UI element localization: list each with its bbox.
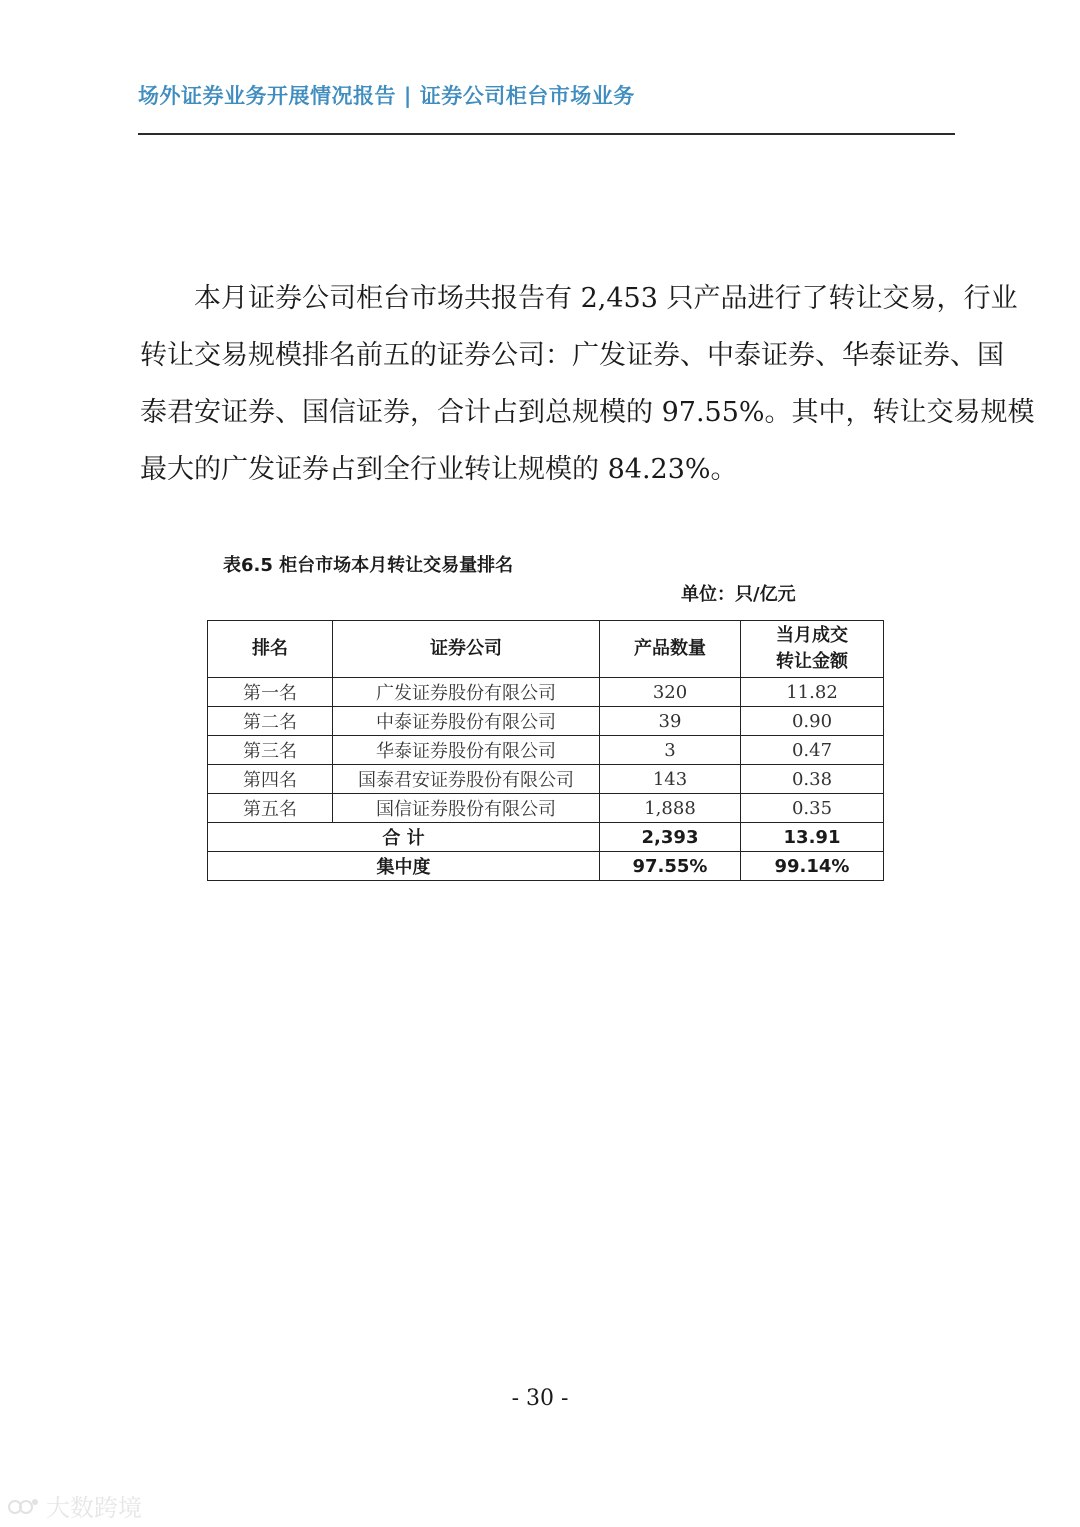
table-unit-label: 单位：只/亿元: [681, 584, 796, 605]
watermark-logo-icon: [8, 1496, 40, 1516]
header-divider: [138, 133, 955, 135]
paragraph-line-2: 转让交易规模排名前五的证券公司：广发证券、中泰证券、华泰证券、国: [140, 340, 1004, 371]
cell-amount: 11.82: [741, 678, 884, 707]
body-paragraph: [140, 270, 1035, 498]
paragraph-line-1: 本月证券公司柜台市场共报告有 2,453 只产品进行了转让交易，行业: [194, 283, 1018, 314]
header-rank: 排名: [208, 621, 333, 678]
table-header-row: [208, 621, 884, 678]
total-label: 合 计: [208, 823, 600, 852]
page-number: - 30 -: [511, 1386, 569, 1411]
table-caption: 表6.5 柜台市场本月转让交易量排名: [223, 555, 514, 576]
header-amount: [741, 621, 884, 678]
cell-count: 39: [600, 707, 741, 736]
concentration-amount: 99.14%: [741, 852, 884, 881]
paragraph-line-3: 泰君安证券、国信证券，合计占到总规模的 97.55%。其中，转让交易规模: [140, 397, 1035, 428]
header-count: 产品数量: [600, 621, 741, 678]
table-total-row: [208, 823, 884, 852]
watermark-text: 大数跨境: [46, 1494, 142, 1522]
cell-rank: 第四名: [208, 765, 333, 794]
header-amount-line1: 当月成交: [776, 625, 848, 646]
cell-company: 广发证券股份有限公司: [333, 678, 600, 707]
cell-company: 华泰证券股份有限公司: [333, 736, 600, 765]
concentration-label: 集中度: [208, 852, 600, 881]
paragraph-line-4: 最大的广发证券占到全行业转让规模的 84.23%。: [140, 454, 738, 485]
cell-amount: 0.90: [741, 707, 884, 736]
cell-company: 国信证券股份有限公司: [333, 794, 600, 823]
report-header-title: 场外证券业务开展情况报告 | 证券公司柜台市场业务: [138, 84, 635, 108]
cell-rank: 第三名: [208, 736, 333, 765]
table-row: [208, 794, 884, 823]
total-count: 2,393: [600, 823, 741, 852]
cell-count: 320: [600, 678, 741, 707]
ranking-table: [207, 620, 884, 881]
table-row: [208, 678, 884, 707]
header-company: 证券公司: [333, 621, 600, 678]
table-concentration-row: [208, 852, 884, 881]
cell-rank: 第一名: [208, 678, 333, 707]
cell-count: 143: [600, 765, 741, 794]
table-row: [208, 707, 884, 736]
concentration-count: 97.55%: [600, 852, 741, 881]
watermark: [8, 1488, 142, 1523]
table-row: [208, 765, 884, 794]
cell-amount: 0.35: [741, 794, 884, 823]
cell-company: 国泰君安证券股份有限公司: [333, 765, 600, 794]
cell-company: 中泰证券股份有限公司: [333, 707, 600, 736]
cell-amount: 0.47: [741, 736, 884, 765]
total-amount: 13.91: [741, 823, 884, 852]
cell-rank: 第五名: [208, 794, 333, 823]
cell-count: 1,888: [600, 794, 741, 823]
cell-rank: 第二名: [208, 707, 333, 736]
cell-amount: 0.38: [741, 765, 884, 794]
table-row: [208, 736, 884, 765]
header-amount-line2: 转让金额: [776, 651, 848, 672]
cell-count: 3: [600, 736, 741, 765]
